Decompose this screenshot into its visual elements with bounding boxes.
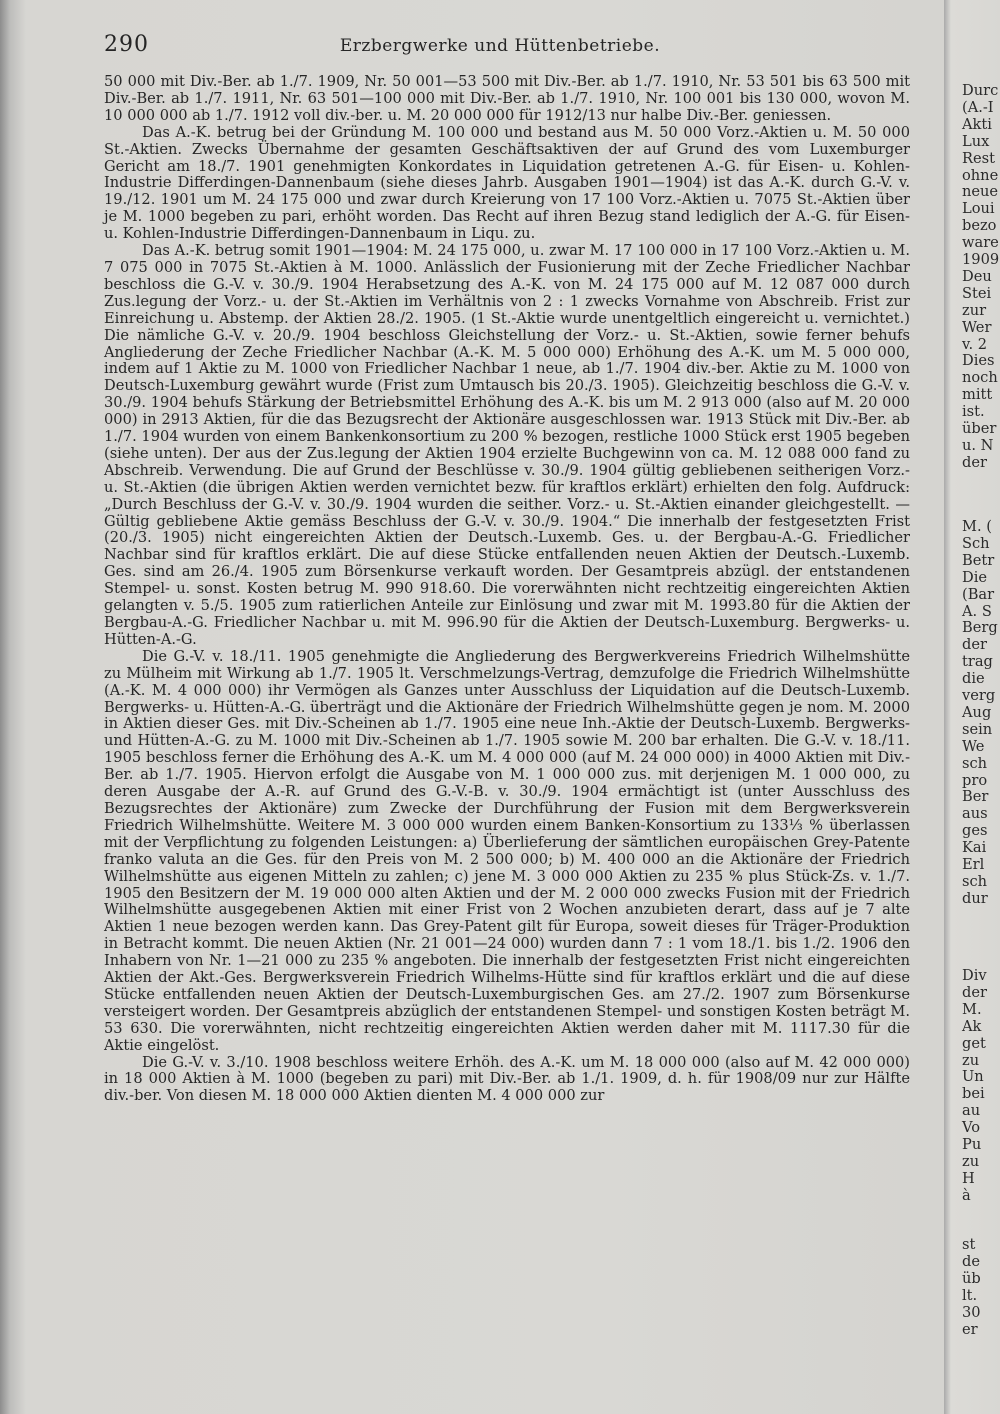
adjacent-page-edge (944, 0, 1000, 1414)
adjacent-fragment: Ber (962, 788, 989, 806)
adjacent-fragment: Sch (962, 534, 990, 552)
adjacent-fragment: ist. (962, 403, 985, 421)
adjacent-fragment: sch (962, 872, 988, 890)
adjacent-fragment: zu (962, 1051, 980, 1069)
adjacent-fragment: Vo (962, 1119, 980, 1137)
adjacent-fragment: (A.-I (962, 98, 994, 116)
adjacent-fragment: Kai (962, 839, 987, 857)
adjacent-fragment: sch (962, 754, 988, 772)
adjacent-fragment: H (962, 1169, 975, 1187)
adjacent-fragment: Berg (962, 619, 998, 637)
adjacent-fragment: der (962, 983, 987, 1001)
paragraph-1: 50 000 mit Div.-Ber. ab 1./7. 1909, Nr. 50 001—53 500 mit Div.-Ber. ab 1./7. 1910, Nr. 53 501 bis 63 500 mit Div.-Ber. ab 1./7. 1911, Nr. 63 501—100 000 mit Div.-Ber. ab 1./7. 1910, Nr. 100 001 bis 130 000, wovon M. 10 000 000 ab 1./7. 1912 voll div.-ber. u. M. 20 000 000 für 1912/13 nur halbe Div.-Ber. geniessen. (104, 73, 910, 124)
adjacent-fragment: pro (962, 771, 988, 789)
book-page (60, 28, 940, 1408)
adjacent-fragment: (Bar (962, 585, 995, 603)
adjacent-fragment: Stei (962, 284, 992, 302)
adjacent-fragment: st (962, 1236, 976, 1253)
adjacent-fragment: lt. (962, 1286, 978, 1304)
adjacent-fragment: We (962, 737, 985, 755)
adjacent-fragment: bei (962, 1085, 985, 1103)
adjacent-fragment: er (962, 1320, 978, 1338)
adjacent-fragment: neue (962, 183, 999, 201)
paragraph-3: Das A.-K. betrug somit 1901—1904: M. 24 175 000, u. zwar M. 17 100 000 in 17 100 Vorz.-Aktien u. M. 7 075 000 in 7075 St.-Aktien à M. 1000. Anlässlich der Fusionierung mit der Zeche Friedlicher Nachbar beschloss die G.-V. v. 30./9. 1904 Herabsetzung des A.-K. von M. 24 175 000 auf M. 12 087 000 durch Zus.legung der Vorz.- u. der St.-Aktien im Verhältnis von 2 : 1 zwecks Vornahme von Abschreib. Frist zur Einreichung u. Abstemp. der Aktien 28./2. 1905. (1 St.-Aktie wurde unentgeltlich eingereicht u. vernichtet.) Die nämliche G.-V. v. 20./9. 1904 beschloss Gleichstellung der Vorz.- u. St.-Aktien, sowie ferner behufs Angliederung der Zeche Friedlicher Nachbar (A.-K. M. 5 000 000) Erhöhung des A.-K. um M. 5 000 000, indem auf 1 Aktie zu M. 1000 von Friedlicher Nachbar 1 neue, ab 1./7. 1904 div.-ber. Aktie zu M. 1000 von Deutsch-Luxemburg gewährt wurde (Frist zum Umtausch bis 20./3. 1905). Gleichzeitig beschloss die G.-V. v. 30./9. 1904 behufs Stärkung der Betriebsmittel Erhöhung des A.-K. bis um M. 2 913 000 (also auf M. 20 000 000) in 2913 Aktien, für die das Bezugsrecht der Aktionäre ausgeschlossen war. 1913 Stück mit Div.-Ber. ab 1./7. 1904 wurden von einem Bankenkonsortium zu 200 % bezogen, restliche 1000 Stück erst 1905 begeben (siehe unten). Der aus der Zus.legung der Aktien 1904 erzielte Buchgewinn von ca. M. 12 088 000 fand zu Abschreib. Verwendung. Die auf Grund der Beschlüsse v. 30./9. 1904 gültig gebliebenen seitherigen Vorz.- u. St.-Aktien (die übrigen Aktien werden vernichtet bezw. für kraftlos erklärt) erhielten den folg. Aufdruck: „Durch Beschluss der G.-V. v. 30./9. 1904 wurden die seither. Vorz.- u. St.-Aktien einander gleichgestellt. — Gültig gebliebene Aktie gemäss Beschluss der G.-V. v. 30./9. 1904.“ Die innerhalb der festgesetzten Frist (20./3. 1905) nicht eingereichten Aktien der Deutsch.-Luxemb. Ges. u. der Bergbau-A.-G. Friedlicher Nachbar sind für kraftlos erklärt. Die auf diese Stücke entfallenden neuen Aktien der Deutsch.-Luxemb. Ges. sind am 26./4. 1905 zum Börsenkurse verkauft worden. Der Gesamtpreis abzügl. der entstandenen Stempel- u. sonst. Kosten betrug M. 990 918.60. Die vorerwähnten nicht rechtzeitig eingereichten Aktien gelangten v. 5./5. 1905 zum ratierlichen Anteile zur Einlösung und zwar mit M. 1993.80 für die Aktien der Bergbau-A.-G. Friedlicher Nachbar u. mit M. 996.90 für die Aktien der Deutsch-Luxemburg. Bergwerks- u. Hütten-A.-G. (104, 242, 910, 648)
adjacent-fragment: Erl (962, 856, 985, 873)
adjacent-fragment: u. N (962, 436, 994, 454)
adjacent-fragment: zur (962, 301, 987, 319)
adjacent-fragment: der (962, 636, 987, 654)
adjacent-fragment: v. 2 (962, 335, 988, 353)
adjacent-fragment: Wer (962, 318, 992, 336)
adjacent-fragment: M. (962, 1000, 982, 1018)
page-header (60, 28, 940, 68)
adjacent-fragment: bezo (962, 217, 997, 235)
adjacent-fragment: à (962, 1186, 971, 1204)
adjacent-fragment: aus (962, 805, 988, 823)
adjacent-fragment: Lux (962, 132, 990, 150)
adjacent-fragment: zu (962, 1152, 980, 1170)
adjacent-fragment: ohne (962, 166, 999, 184)
adjacent-fragment: Div (962, 967, 987, 984)
adjacent-fragment: 30 (962, 1303, 981, 1321)
adjacent-fragment: 1909 (962, 251, 1000, 268)
adjacent-fragment: die (962, 670, 985, 688)
adjacent-fragment: ges (962, 822, 988, 840)
adjacent-fragment: Die (962, 568, 988, 586)
page-number: 290 (104, 32, 149, 57)
adjacent-fragment: A. S (962, 602, 992, 620)
adjacent-fragment: Dies (962, 352, 995, 370)
adjacent-fragment: trag (962, 653, 993, 671)
adjacent-fragment: Un (962, 1068, 984, 1086)
adjacent-fragment: dur (962, 889, 988, 907)
paragraph-5: Die G.-V. v. 3./10. 1908 beschloss weitere Erhöh. des A.-K. um M. 18 000 000 (also auf M. 42 000 000) in 18 000 Aktien à M. 1000 (begeben zu pari) mit Div.-Ber. ab 1./1. 1909, d. h. für 1908/09 nur zur Hälfte div.-ber. Von diesen M. 18 000 000 Aktien dienten M. 4 000 000 zur (104, 1053, 910, 1105)
adjacent-fragment: Akti (962, 115, 992, 133)
adjacent-fragment: mitt (962, 386, 993, 404)
adjacent-fragment: de (962, 1252, 980, 1270)
adjacent-fragment: sein (962, 720, 993, 738)
adjacent-fragment: Rest (962, 149, 995, 167)
adjacent-fragment: Pu (962, 1136, 982, 1153)
paragraph-2: Das A.-K. betrug bei der Gründung M. 100 000 und bestand aus M. 50 000 Vorz.-Aktien u. M. 50 000 St.-Aktien. Zwecks Übernahme der gesamten Geschäftsaktiven der auf Grund des vom Luxemburger Gericht am 18./7. 1901 genehmigten Konkordates in Liquidation getretenen A.-G. für Eisen- u. Kohlen-Industrie Differdingen-Dannenbaum (siehe dieses Jahrb. Ausgaben 1901—1904) ist das A.-K. durch G.-V. v. 19./12. 1901 um M. 24 175 000 und zwar durch Kreierung von 17 100 Vorz.-Aktien u. 7075 St.-Aktien über je M. 1000 begeben zu pari, erhöht worden. Das Recht auf ihren Bezug stand lediglich der A.-G. für Eisen- u. Kohlen-Industrie Differdingen-Dannenbaum in Liqu. zu. (104, 123, 910, 243)
adjacent-fragment: Ak (962, 1017, 982, 1035)
adjacent-fragment: der (962, 453, 987, 471)
adjacent-fragment: ware (962, 234, 999, 252)
adjacent-fragment: über (962, 420, 997, 437)
adjacent-fragment: Loui (962, 200, 995, 218)
adjacent-fragment: get (962, 1034, 986, 1052)
adjacent-fragment: au (962, 1102, 981, 1120)
adjacent-fragment: Betr (962, 551, 995, 569)
adjacent-fragment: üb (962, 1269, 981, 1287)
adjacent-fragment: Aug (962, 703, 992, 721)
adjacent-fragment: verg (962, 687, 996, 704)
running-title: Erzbergwerke und Hüttenbetriebe. (339, 36, 661, 56)
adjacent-fragment: noch (962, 369, 998, 387)
adjacent-fragment: M. ( (962, 518, 992, 535)
main-text (104, 74, 910, 1105)
adjacent-fragment: Deu (962, 267, 992, 285)
adjacent-fragment: Durc (962, 82, 999, 99)
paragraph-4: Die G.-V. v. 18./11. 1905 genehmigte die Angliederung des Bergwerkvereins Friedrich Wilhelmshütte zu Mülheim mit Wirkung ab 1./7. 1905 lt. Verschmelzungs-Vertrag, demzufolge die Friedrich Wilhelmshütte (A.-K. M. 4 000 000) ihr Vermögen als Ganzes unter Ausschluss der Liquidation auf die Deutsch-Luxemb. Bergwerks- u. Hütten-A.-G. überträgt und die Aktionäre der Friedrich Wilhelmshütte gegen je nom. M. 2000 in Aktien dieser Ges. mit Div.-Scheinen ab 1./7. 1905 eine neue Inh.-Aktie der Deutsch-Luxemb. Bergwerks- und Hütten-A.-G. zu M. 1000 mit Div.-Scheinen ab 1./7. 1905 sowie M. 200 bar erhalten. Die G.-V. v. 18./11. 1905 beschloss ferner die Erhöhung des A.-K. um M. 4 000 000 (auf M. 24 000 000) in 4000 Aktien mit Div.-Ber. ab 1./7. 1905. Hiervon erfolgt die Ausgabe von M. 1 000 000 zus. mit derjenigen M. 1 000 000, zu deren Ausgabe der A.-R. auf Grund des G.-V.-B. v. 30./9. 1904 ermächtigt ist (unter Ausschluss des Bezugsrechtes der Aktionäre) zum Zwecke der Durchführung der Fusion mit dem Bergwerksverein Friedrich Wilhelmshütte. Weitere M. 3 000 000 wurden einem Banken-Konsortium zu 133⅓ % überlassen mit der Verpflichtung zu folgenden Leistungen: a) Überlieferung der sämtlichen europäischen Grey-Patente franko valuta an die Ges. für den Preis von M. 2 500 000; b) M. 400 000 an die Aktionäre der Friedrich Wilhelmshütte aus eigenen Mitteln zu zahlen; c) jene M. 3 000 000 Aktien zu 235 % plus Stück-Zs. v. 1./7. 1905 den Besitzern der M. 19 000 000 alten Aktien und der M. 2 000 000 zwecks Fusion mit der Friedrich Wilhelmshütte ausgegebenen Aktien mit einer Frist von 2 Wochen anzubieten derart, dass auf je 7 alte Aktien 1 neue bezogen werden kann. Das Grey-Patent gilt für Europa, soweit dieses für Träger-Produktion in Betracht kommt. Die neuen Aktien (Nr. 21 001—24 000) wurden dann 7 : 1 vom 18./1. bis 1./2. 1906 den Inhabern von Nr. 1—21 000 zu 235 % angeboten. Die innerhalb der festgesetzten Frist nicht eingereichten Aktien der Akt.-Ges. Bergwerksverein Friedrich Wilhelms-Hütte sind für kraftlos erklärt und die auf diese Stücke entfallenden neuen Aktien der Deutsch-Luxemburgischen Ges. am 27./2. 1907 zum Börsenkurse versteigert worden. Der Gesamtpreis abzüglich der entstandenen Stempel- und sonstigen Kosten beträgt M. 53 630. Die vorerwähnten, nicht rechtzeitig eingereichten Aktien werden daher mit M. 1117.30 für die Aktie eingelöst. (104, 647, 910, 1054)
